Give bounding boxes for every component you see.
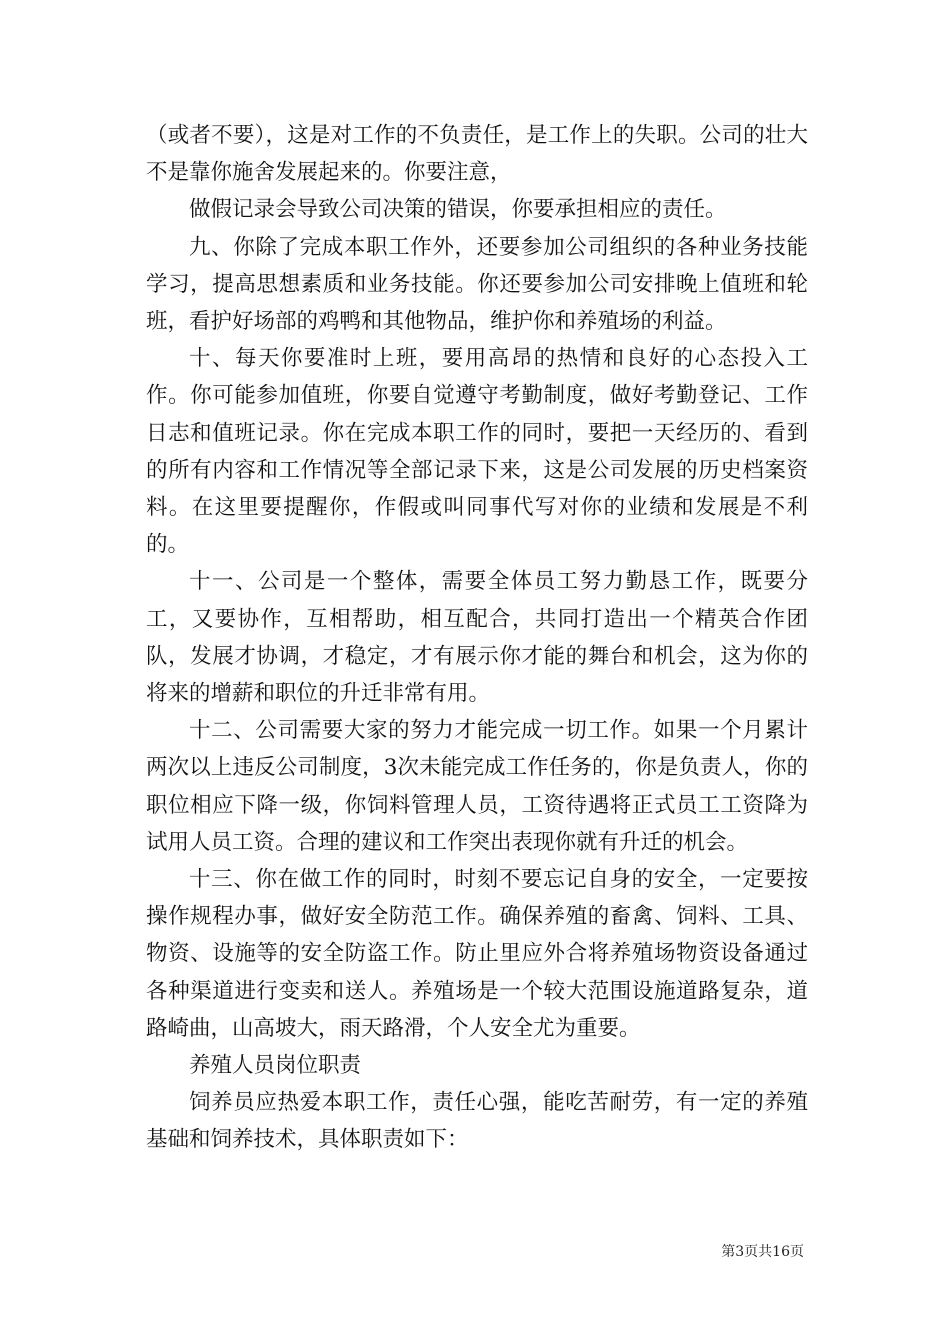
paragraph-item-10: 十、每天你要准时上班，要用高昂的热情和良好的心态投入工作。你可能参加值班，你要自觉遵守考勤制度，做好考勤登记、工作日志和值班记录。你在完成本职工作的同时，要把一天经历的、看到的所有内容和工作情况等全部记录下来，这是公司发展的历史档案资料。在这里要提醒你，作假或叫同事代写对你的业绩和发展是不利的。 [146,346,808,558]
paragraph-item-9: 九、你除了完成本职工作外，还要参加公司组织的各种业务技能学习，提高思想素质和业务技能。你还要参加公司安排晚上值班和轮班，看护好场部的鸡鸭和其他物品，维护你和养殖场的利益。 [146,234,808,335]
section-heading-breeder-duties: 养殖人员岗位职责 [189,1053,362,1079]
paragraph-item-13: 十三、你在做工作的同时，时刻不要忘记自身的安全，一定要按操作规程办事，做好安全防范工作。确保养殖的畜禽、饲料、工具、物资、设施等的安全防盗工作。防止里应外合将养殖场物资设备通过各种渠道进行变卖和送人。养殖场是一个较大范围设施道路复杂，道路崎曲，山高坡大，雨天路滑，个人安全尤为重要。 [146,867,808,1041]
paragraph-item-12: 十二、公司需要大家的努力才能完成一切工作。如果一个月累计两次以上违反公司制度，3次未能完成工作任务的，你是负责人，你的职位相应下降一级，你饲料管理人员，工资待遇将正式员工工资降为试用人员工资。合理的建议和工作突出表现你就有升迁的机会。 [146,718,808,855]
document-body [146,117,808,1159]
paragraph-false-records: 做假记录会导致公司决策的错误，你要承担相应的责任。 [189,197,727,223]
paragraph-item-11: 十一、公司是一个整体，需要全体员工努力勤恳工作，既要分工，又要协作，互相帮助，相互配合，共同打造出一个精英合作团队，发展才协调，才稳定，才有展示你才能的舞台和机会，这为你的将来的增薪和职位的升迁非常有用。 [146,569,808,707]
paragraph-continuation: （或者不要），这是对工作的不负责任，是工作上的失职。公司的壮大不是靠你施舍发展起来的。你要注意， [146,123,808,186]
page-number: 第3页共16页 [721,1244,804,1260]
paragraph-breeder-intro: 饲养员应热爱本职工作，责任心强，能吃苦耐劳，有一定的养殖基础和饲养技术，具体职责如下： [146,1090,808,1153]
